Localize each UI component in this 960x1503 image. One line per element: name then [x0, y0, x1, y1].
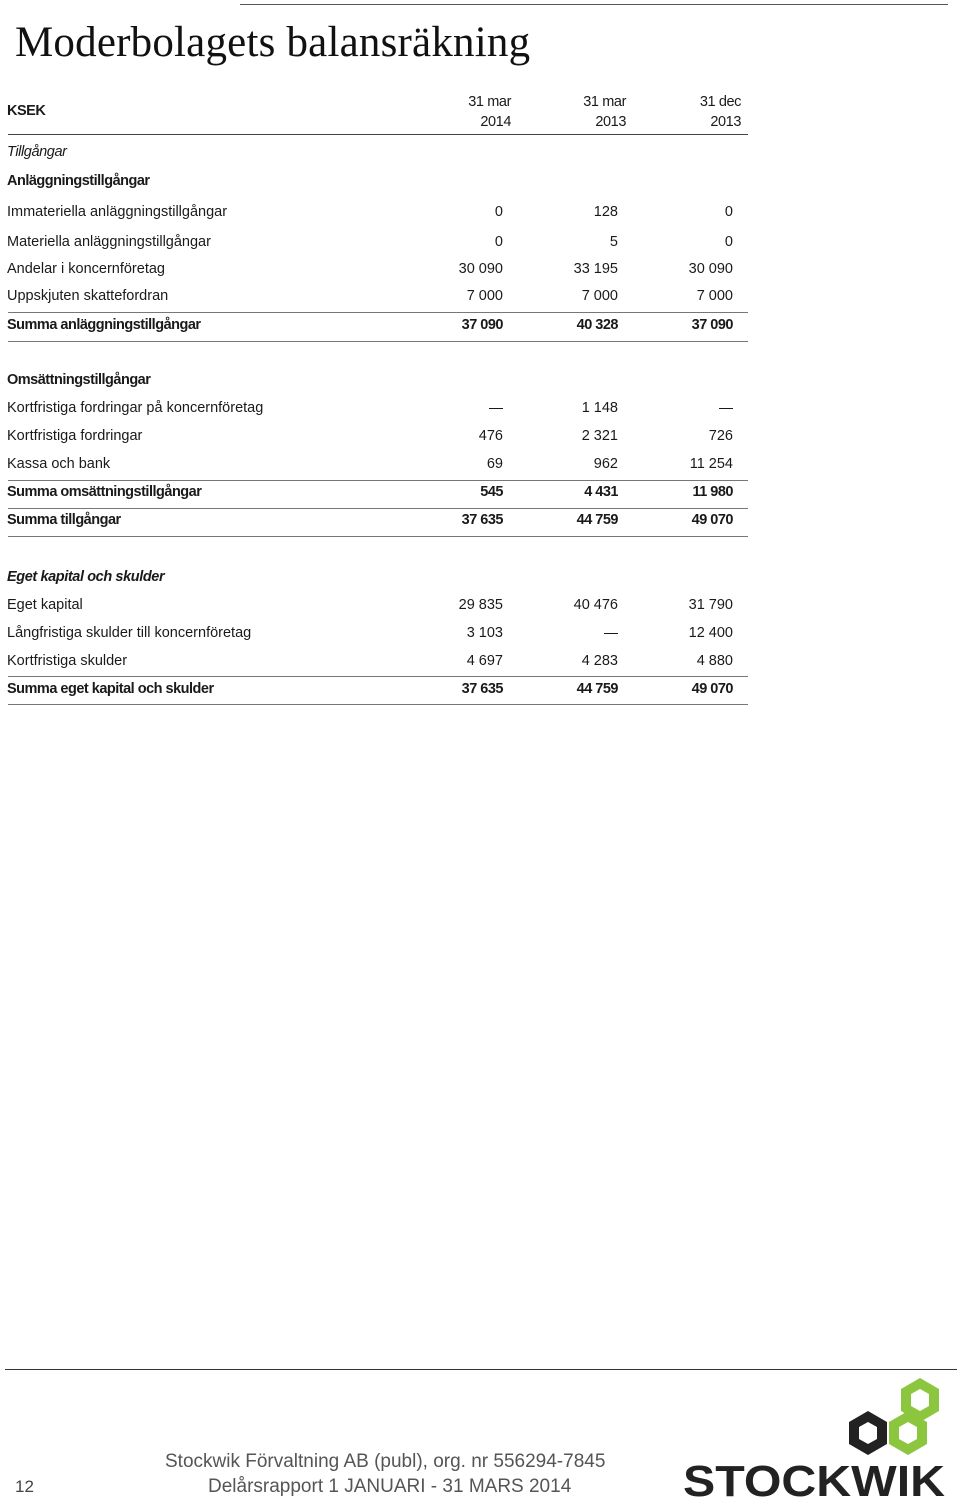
row-value-col3: 7 000: [696, 288, 733, 304]
row-value-col2: 44 759: [576, 512, 618, 528]
row-value-col1: 30 090: [458, 261, 503, 277]
table-header-row: [0, 103, 740, 123]
row-label: Summa omsättningstillgångar: [7, 484, 202, 500]
row-value-col3: [623, 400, 733, 416]
row-divider: [8, 508, 748, 509]
row-value-col2: [508, 625, 618, 641]
top-rule: [240, 4, 948, 5]
page-title: Moderbolagets balansräkning: [15, 19, 531, 66]
row-value-col2: 4 431: [584, 484, 618, 500]
row-label: Omsättningstillgångar: [7, 372, 151, 388]
table-row: [0, 484, 740, 504]
row-value-col3: 0: [724, 234, 733, 250]
table-row: [0, 569, 740, 589]
row-value-col2: 962: [593, 456, 618, 472]
page-number: 12: [15, 1477, 34, 1496]
row-label: Kassa och bank: [7, 456, 111, 472]
row-divider: [8, 536, 748, 537]
dash-mark: [489, 408, 503, 409]
row-value-col1: [393, 400, 503, 416]
row-label: Anläggningstillgångar: [7, 173, 150, 189]
row-value-col1: 69: [486, 456, 503, 472]
row-value-col3: 30 090: [688, 261, 733, 277]
row-label: Uppskjuten skattefordran: [7, 288, 169, 304]
table-row: [0, 372, 740, 392]
row-value-col2: 33 195: [573, 261, 618, 277]
row-value-col3: 726: [708, 428, 733, 444]
row-value-col2: 128: [593, 204, 618, 220]
row-value-col1: 3 103: [466, 625, 503, 641]
row-label: Långfristiga skulder till koncernföretag: [7, 625, 252, 641]
row-divider: [8, 312, 748, 313]
table-row: [0, 317, 740, 337]
table-row: [0, 653, 740, 673]
row-value-col3: 12 400: [688, 625, 733, 641]
row-value-col1: 29 835: [458, 597, 503, 613]
row-value-col1: 4 697: [466, 653, 503, 669]
table-row: [0, 597, 740, 617]
row-value-col2: 4 283: [581, 653, 618, 669]
row-value-col1: 476: [478, 428, 503, 444]
row-value-col1: 0: [494, 234, 503, 250]
unit-label: KSEK: [7, 103, 46, 119]
row-label: Summa tillgångar: [7, 512, 121, 528]
row-label: Summa eget kapital och skulder: [7, 681, 214, 697]
row-value-col3: 49 070: [691, 512, 733, 528]
row-label: Materiella anläggningstillgångar: [7, 234, 211, 250]
row-label: Kortfristiga skulder: [7, 653, 128, 669]
row-value-col2: 40 328: [576, 317, 618, 333]
row-value-col3: 4 880: [696, 653, 733, 669]
row-divider: [8, 480, 748, 481]
row-value-col3: 31 790: [688, 597, 733, 613]
row-value-col2: 2 321: [581, 428, 618, 444]
row-label: Tillgångar: [7, 144, 67, 160]
table-row: [0, 144, 740, 164]
table-row: [0, 456, 740, 476]
table-row: [0, 625, 740, 645]
stockwik-logo: [680, 1376, 948, 1500]
column-header-1: 31 mar 2014: [468, 94, 511, 130]
row-value-col1: 545: [480, 484, 503, 500]
row-value-col2: 44 759: [576, 681, 618, 697]
row-divider: [8, 704, 748, 705]
row-label: Kortfristiga fordringar: [7, 428, 143, 444]
row-value-col3: 37 090: [691, 317, 733, 333]
report-title: Delårsrapport 1 JANUARI - 31 MARS 2014: [208, 1476, 572, 1497]
table-row: [0, 400, 740, 420]
row-value-col1: 37 635: [461, 512, 503, 528]
table-row: [0, 681, 740, 701]
row-label: Summa anläggningstillgångar: [7, 317, 201, 333]
row-value-col3: 0: [724, 204, 733, 220]
row-value-col1: 37 090: [461, 317, 503, 333]
company-name: Stockwik Förvaltning AB (publ), org. nr 556294-7845: [165, 1451, 606, 1472]
row-label: Immateriella anläggningstillgångar: [7, 204, 228, 220]
row-value-col1: 0: [494, 204, 503, 220]
row-value-col2: 40 476: [573, 597, 618, 613]
table-row: [0, 512, 740, 532]
table-row: [0, 204, 740, 224]
dash-mark: [719, 408, 733, 409]
table-row: [0, 234, 740, 254]
table-row: [0, 173, 740, 193]
row-value-col2: 7 000: [581, 288, 618, 304]
row-label: Kortfristiga fordringar på koncernföretag: [7, 400, 264, 416]
row-value-col3: 49 070: [691, 681, 733, 697]
header-divider: [8, 134, 748, 135]
logo-wordmark: STOCKWIK: [683, 1457, 946, 1500]
row-value-col1: 37 635: [461, 681, 503, 697]
column-header-2: 31 mar 2013: [583, 94, 626, 130]
column-header-3: 31 dec 2013: [699, 94, 741, 130]
row-label: Eget kapital: [7, 597, 83, 613]
table-row: [0, 428, 740, 448]
row-value-col3: 11 980: [692, 484, 733, 500]
row-value-col3: 11 254: [689, 456, 733, 472]
table-row: [0, 288, 740, 308]
footer-rule: [5, 1369, 957, 1370]
table-row: [0, 261, 740, 281]
row-value-col2: 5: [609, 234, 618, 250]
row-divider: [8, 341, 748, 342]
row-label: Eget kapital och skulder: [7, 569, 165, 585]
dash-mark: [604, 633, 618, 634]
row-label: Andelar i koncernföretag: [7, 261, 165, 277]
row-divider: [8, 676, 748, 677]
hexagon-logo-icon: [849, 1378, 939, 1455]
row-value-col1: 7 000: [466, 288, 503, 304]
row-value-col2: 1 148: [581, 400, 618, 416]
